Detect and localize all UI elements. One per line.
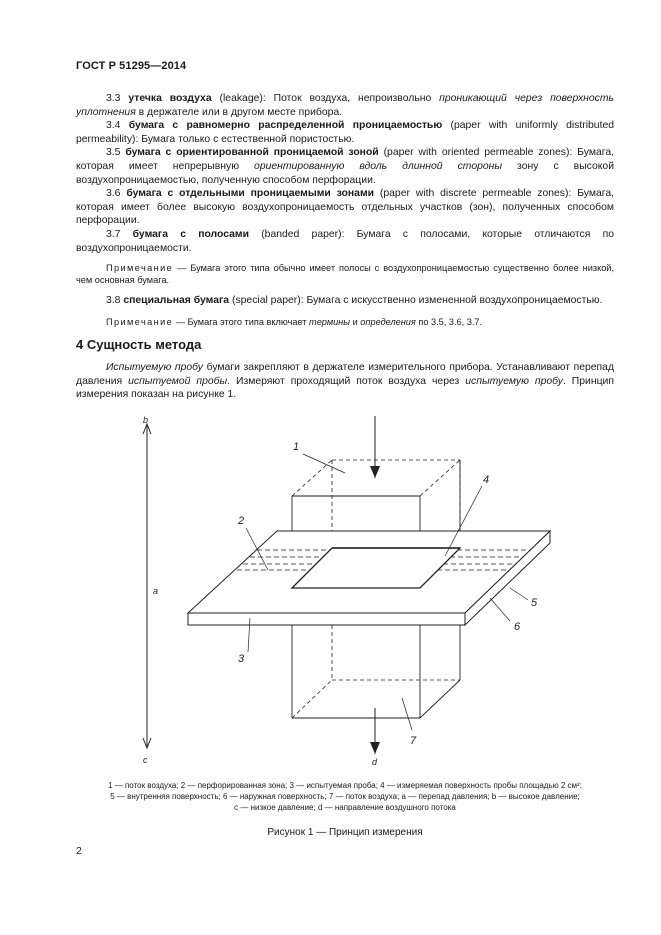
page-number: 2 [76,845,82,857]
leader-1 [303,454,345,473]
figure-caption: Рисунок 1 — Принцип измерения [267,827,423,838]
definition-3-7: 3.7 бумага с полосами (banded paper): Бумага с полосами, которые отличаются по воздухопроницаемости. [76,228,614,254]
measurement-principle-figure [110,408,570,768]
definition-3-3: 3.3 утечка воздуха (leakage): Поток воздуха, непроизвольно проникающий через поверхность уплотнения в держателе или в другом месте прибора. [76,93,614,118]
leader-5 [510,588,528,600]
label-c: c [143,755,148,765]
section-title: 4 Сущность метода [76,337,202,352]
label-a: a [153,586,159,596]
note-2: Примечание — Бумага этого типа включает термины и определения по 3.5, 3.6, 3.7. [106,316,483,327]
principle-paragraph: Испытуемую пробу бумаги закрепляют в держателе измерительного прибора. Устанавливают перепад давления испытуемой пробы. Измеряют проходящий поток воздуха через испытуемую пробу. Принцип измерения показан на рисунке 1. [76,362,615,401]
label-4: 4 [483,474,490,486]
definition-3-6: 3.6 бумага с отдельными проницаемыми зонами (paper with discrete permeable zones): Бумага, которая имеет более высокую воздухопроницаемость отдельных участков (зон), полученных способом перфорации. [76,188,615,227]
figure-legend [76,780,614,813]
leader-7 [402,698,412,730]
label-1: 1 [293,441,300,453]
label-b: b [143,415,149,425]
label-7: 7 [410,735,417,747]
definition-3-8: 3.8 специальная бумага (special paper): Бумага с искусственно измененной воздухопроницаемостью. [106,295,603,307]
legend-line: c — низкое давление; d — направление воздушного потока [234,803,456,812]
sample-plate-front [188,613,465,625]
label-2: 2 [238,515,245,527]
standard-header: ГОСТ Р 51295—2014 [76,60,187,72]
note-1: Примечание — Бумага этого типа обычно имеет полосы с воздухопроницаемостью существенно более низкой, чем основная бумага. [76,263,614,286]
definition-3-4: 3.4 бумага с равномерно распределенной проницаемостью (paper with uniformly distributed permeability): Бумага только с естественной пористостью. [76,120,615,145]
label-5: 5 [531,597,538,609]
lower-chamber [292,625,460,718]
label-3: 3 [238,653,245,665]
label-6: 6 [514,621,521,633]
definitions-block [76,92,614,328]
definition-3-5: 3.5 бумага с ориентированной проницаемой зоной (paper with oriented permeable zones): Бумага, которая имеет непрерывную ориентированную вдоль длинной стороны зону с высокой воздухопроницаемостью, полученную способом перфорации. [76,147,614,186]
legend-line: 1 — поток воздуха; 2 — перфорированная зона; 3 — испытуемая проба; 4 — измеряемая поверхность пробы площадью 2 см²; [108,781,582,790]
label-d: d [372,757,378,767]
legend-line: 5 — внутренняя поверхность; 6 — наружная поверхность; 7 — поток воздуха; a — перепад давления; b — высокое давление; [110,792,580,801]
leader-6 [490,598,510,621]
